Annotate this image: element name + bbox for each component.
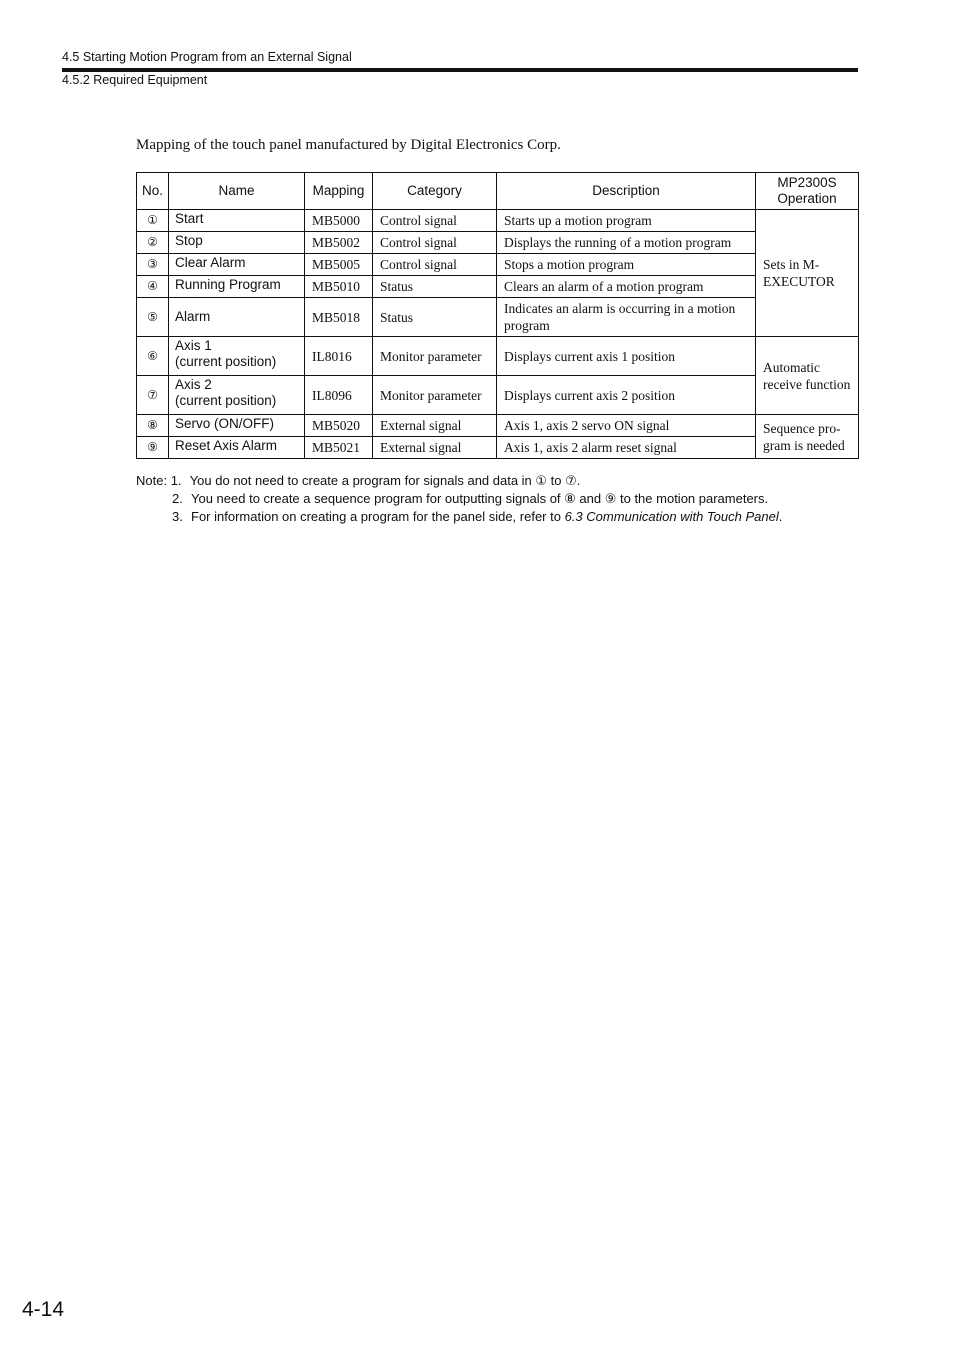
note-number: 1.: [170, 473, 182, 488]
row-name: Reset Axis Alarm: [169, 437, 305, 459]
row-number: ⑤: [137, 298, 169, 337]
row-name: Servo (ON/OFF): [169, 415, 305, 437]
row-mapping: MB5002: [305, 232, 373, 254]
note-3: [136, 508, 782, 526]
note-1: [136, 472, 782, 490]
note-text: You need to create a sequence program for outputting signals of ⑧ and ⑨ to the motion parameters.: [191, 491, 769, 506]
col-header-description: Description: [497, 173, 756, 210]
row-mapping: MB5021: [305, 437, 373, 459]
row-category: Control signal: [373, 254, 497, 276]
row-description: Stops a motion program: [497, 254, 756, 276]
mapping-table: [136, 172, 859, 459]
row-mapping: IL8096: [305, 376, 373, 415]
table-row: [137, 415, 859, 437]
row-category: Control signal: [373, 210, 497, 232]
subsection-header: 4.5.2 Required Equipment: [62, 73, 208, 87]
table-row: [137, 376, 859, 415]
table-row: [137, 254, 859, 276]
table-row: [137, 210, 859, 232]
row-number: ②: [137, 232, 169, 254]
row-category: External signal: [373, 415, 497, 437]
note-prefix: Note:: [136, 473, 168, 488]
row-name: Running Program: [169, 276, 305, 298]
row-name: Alarm: [169, 298, 305, 337]
note-number: 3.: [172, 509, 183, 524]
header-rule: [62, 68, 858, 72]
note-text: For information on creating a program for the panel side, refer to: [191, 509, 565, 524]
row-category: Monitor parameter: [373, 337, 497, 376]
notes-block: [136, 472, 782, 526]
col-header-mapping: Mapping: [305, 173, 373, 210]
table-row: [137, 232, 859, 254]
row-name: Axis 2 (current position): [169, 376, 305, 415]
col-header-category: Category: [373, 173, 497, 210]
row-name: Start: [169, 210, 305, 232]
row-description: Indicates an alarm is occurring in a motion program: [497, 298, 756, 337]
row-category: External signal: [373, 437, 497, 459]
row-name: Clear Alarm: [169, 254, 305, 276]
row-category: Status: [373, 298, 497, 337]
note-number: 2.: [172, 491, 183, 506]
row-category: Status: [373, 276, 497, 298]
note-end: .: [778, 509, 783, 524]
table-row: [137, 337, 859, 376]
row-mapping: MB5018: [305, 298, 373, 337]
row-mapping: MB5020: [305, 415, 373, 437]
row-description: Displays the running of a motion program: [497, 232, 756, 254]
row-number: ④: [137, 276, 169, 298]
row-description: Displays current axis 2 position: [497, 376, 756, 415]
row-category: Control signal: [373, 232, 497, 254]
row-number: ③: [137, 254, 169, 276]
col-header-operation: MP2300S Operation: [756, 173, 859, 210]
operation-sequence-program: Sequence pro-gram is needed: [756, 415, 859, 459]
row-number: ①: [137, 210, 169, 232]
row-number: ⑥: [137, 337, 169, 376]
row-description: Axis 1, axis 2 alarm reset signal: [497, 437, 756, 459]
row-description: Starts up a motion program: [497, 210, 756, 232]
col-header-no: No.: [137, 173, 169, 210]
row-description: Axis 1, axis 2 servo ON signal: [497, 415, 756, 437]
row-mapping: MB5005: [305, 254, 373, 276]
table-row: [137, 298, 859, 337]
section-header: 4.5 Starting Motion Program from an External Signal: [62, 50, 352, 64]
operation-auto-receive: Automatic receive function: [756, 337, 859, 415]
operation-mexecutor: Sets in M-EXECUTOR: [756, 210, 859, 337]
table-row: [137, 276, 859, 298]
row-description: Clears an alarm of a motion program: [497, 276, 756, 298]
row-number: ⑦: [137, 376, 169, 415]
page-number: 4-14: [22, 1298, 65, 1321]
row-name: Axis 1 (current position): [169, 337, 305, 376]
note-2: [136, 490, 782, 508]
note-text: You do not need to create a program for signals and data in ① to ⑦.: [189, 473, 581, 488]
table-row: [137, 437, 859, 459]
table-header-row: [137, 173, 859, 210]
intro-text: Mapping of the touch panel manufactured by Digital Electronics Corp.: [136, 137, 561, 153]
row-mapping: IL8016: [305, 337, 373, 376]
row-name: Stop: [169, 232, 305, 254]
row-number: ⑨: [137, 437, 169, 459]
row-number: ⑧: [137, 415, 169, 437]
row-category: Monitor parameter: [373, 376, 497, 415]
note-reference: 6.3 Communication with Touch Panel: [564, 509, 779, 524]
row-mapping: MB5010: [305, 276, 373, 298]
row-mapping: MB5000: [305, 210, 373, 232]
row-description: Displays current axis 1 position: [497, 337, 756, 376]
col-header-name: Name: [169, 173, 305, 210]
